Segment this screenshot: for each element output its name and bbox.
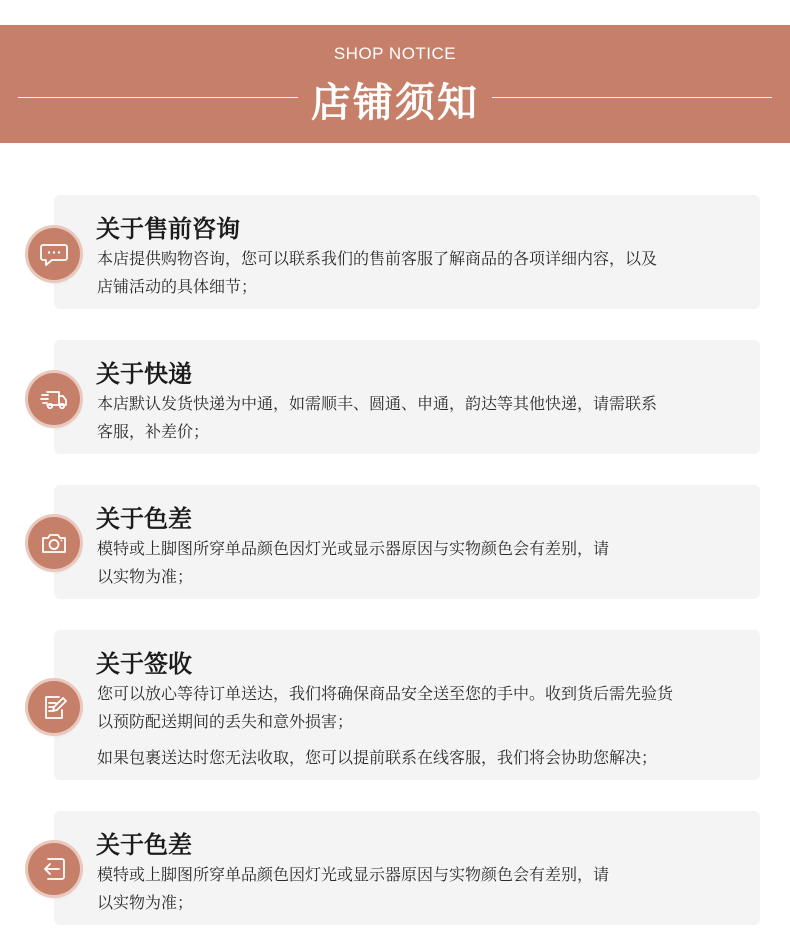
section-title: 关于快递 — [96, 360, 192, 388]
section-card-color-difference-2 — [54, 811, 760, 925]
section-text-line: 模特或上脚图所穿单品颜色因灯光或显示器原因与实物颜色会有差别，请 — [97, 539, 610, 558]
edit-document-icon — [28, 681, 80, 733]
section-text-line: 您可以放心等待订单送达，我们将确保商品安全送至您的手中。收到货后需先验货 — [97, 684, 674, 703]
section-text-line: 模特或上脚图所穿单品颜色因灯光或显示器原因与实物颜色会有差别，请 — [97, 865, 610, 884]
section-text-line: 以预防配送期间的丢失和意外损害； — [97, 712, 354, 731]
section-text-line: 以实物为准； — [97, 567, 194, 586]
banner-title: 店铺须知 — [311, 80, 479, 126]
section-text-line: 以实物为准； — [97, 893, 194, 912]
section-card-delivery — [54, 340, 760, 454]
section-text-line: 客服，补差价； — [97, 422, 210, 441]
section-body — [97, 245, 747, 301]
section-text-line: 店铺活动的具体细节； — [97, 277, 258, 296]
section-card-presale — [54, 195, 760, 309]
section-text-line: 如果包裹送达时您无法收取，您可以提前联系在线客服，我们将会协助您解决； — [97, 748, 658, 767]
return-arrow-icon — [28, 843, 80, 895]
section-title: 关于色差 — [96, 831, 192, 859]
section-text-line: 本店默认发货快递为中通，如需顺丰、圆通、申通，韵达等其他快递，请需联系 — [97, 394, 658, 413]
delivery-truck-icon — [28, 373, 80, 425]
section-title: 关于售前咨询 — [96, 215, 240, 243]
section-body — [97, 535, 747, 591]
section-text-line: 本店提供购物咨询，您可以联系我们的售前客服了解商品的各项详细内容，以及 — [97, 249, 658, 268]
notice-banner — [0, 25, 790, 143]
section-card-signing — [54, 630, 760, 780]
chat-bubble-icon — [28, 228, 80, 280]
section-body — [97, 390, 747, 446]
section-title: 关于色差 — [96, 505, 192, 533]
banner-subtitle: SHOP NOTICE — [333, 44, 457, 63]
section-body — [97, 680, 747, 772]
section-title: 关于签收 — [96, 650, 192, 678]
section-card-color-difference — [54, 485, 760, 599]
section-body — [97, 861, 747, 917]
banner-divider-right — [492, 97, 772, 98]
camera-icon — [28, 517, 80, 569]
